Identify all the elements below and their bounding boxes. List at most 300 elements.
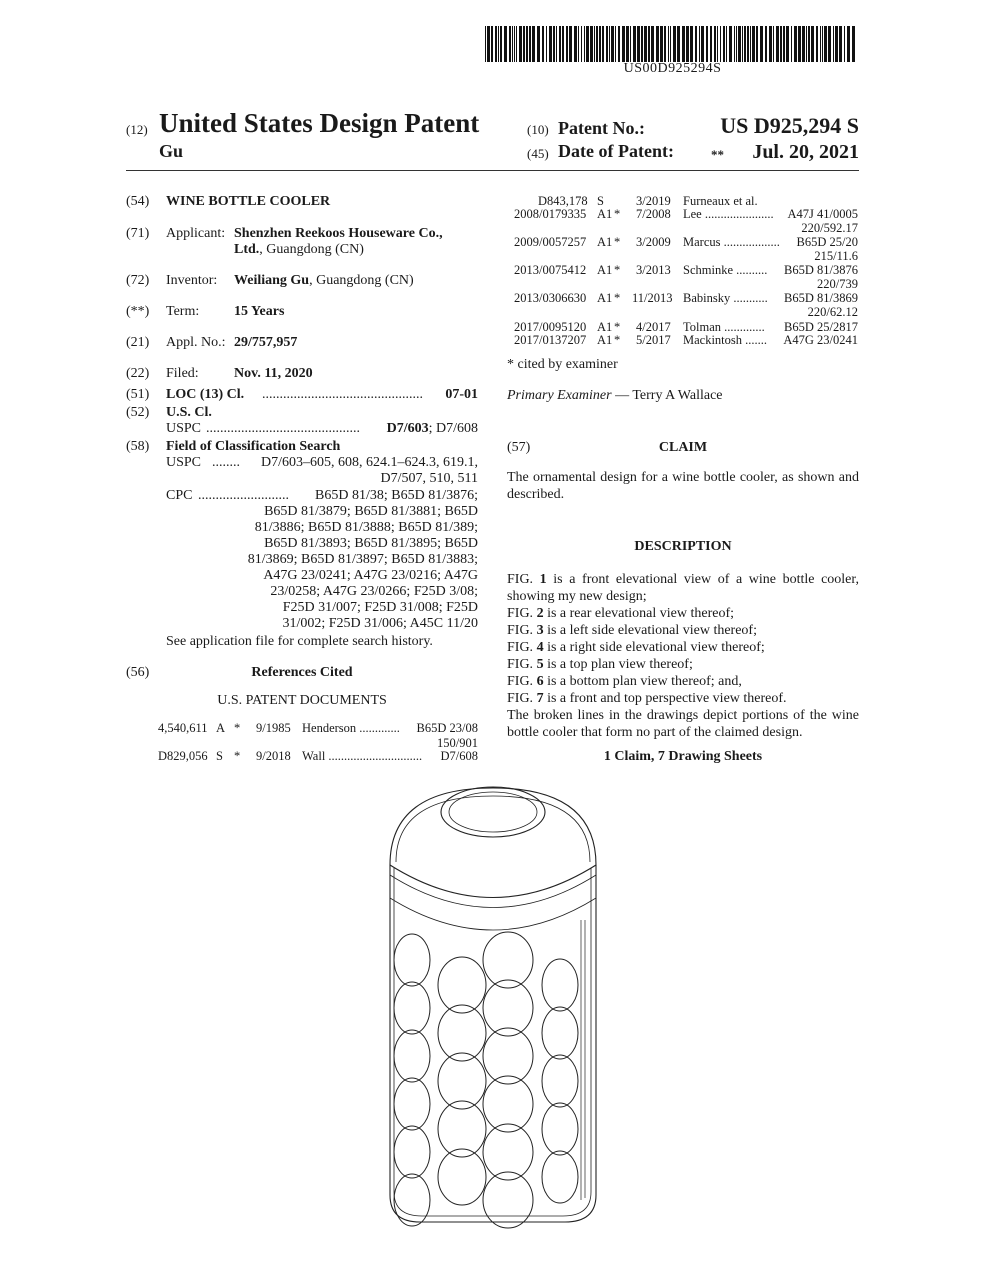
barcode-bar [586, 26, 589, 62]
fig-number: 5 [536, 657, 544, 672]
filed-value: Nov. 11, 2020 [234, 366, 313, 381]
dimple [394, 934, 430, 986]
reference-star: * [234, 749, 241, 763]
inventor-line [234, 272, 414, 289]
us-cl-label: U.S. Cl. [166, 405, 212, 420]
code-51: (51) [126, 387, 150, 402]
barcode-bar [750, 26, 751, 62]
reference-name [683, 333, 767, 347]
document-title: United States Design Patent [159, 108, 480, 138]
reference-kind: A [216, 721, 226, 735]
barcode [485, 26, 860, 62]
reference-name [683, 263, 767, 277]
code-45: (45) [527, 146, 549, 161]
primary-examiner [507, 387, 723, 404]
header-rule [126, 170, 859, 171]
reference-class: A47J 41/0005 [787, 207, 858, 221]
cpc-line4: B65D 81/3893; B65D 81/3895; B65D [264, 536, 478, 551]
date-marker: ** [711, 147, 724, 162]
barcode-bar [615, 26, 616, 62]
field-uspc-line1: D7/603–605, 608, 624.1–624.3, 619.1, [261, 455, 478, 470]
barcode-bar [651, 26, 654, 62]
barcode-bar [504, 26, 507, 62]
barcode-bar [844, 26, 845, 62]
figure-line [507, 622, 859, 639]
lid-seam-lower [390, 875, 596, 908]
reference-name-text: Marcus [683, 235, 721, 249]
cpc-line1: B65D 81/38; B65D 81/3876; [315, 488, 478, 503]
fig-text: is a front elevational view of a wine bottle cooler, showing my new design; [507, 572, 859, 604]
reference-class: B65D 81/3876 [784, 263, 858, 277]
loc-class-leader: .............................................. [262, 387, 423, 402]
reference-date: 9/1985 [256, 721, 291, 735]
barcode-bar [776, 26, 779, 62]
appl-no-label: Appl. No.: [166, 335, 226, 350]
barcode-bar [566, 26, 568, 62]
barcode-bar [752, 26, 755, 62]
patent-no-label: Patent No.: [558, 118, 645, 138]
barcode-bar [602, 26, 604, 62]
barcode-bar [852, 26, 855, 62]
fig-text: is a bottom plan view thereof; and, [543, 674, 742, 689]
reference-num: D843,178 [538, 194, 588, 208]
barcode-bar [578, 26, 579, 62]
code-10: (10) [527, 122, 549, 137]
barcode-bar [690, 26, 693, 62]
barcode-number: US00D925294S [623, 61, 722, 76]
barcode-bar [523, 26, 525, 62]
fig-text: is a rear elevational view thereof; [543, 606, 735, 621]
barcode-bar [537, 26, 540, 62]
barcode-bar [786, 26, 789, 62]
reference-name-text: Wall [302, 749, 326, 763]
inventor-label: Inventor: [166, 273, 218, 288]
barcode-bar [686, 26, 689, 62]
examiner-label: Primary Examiner [507, 388, 612, 403]
barcode-bar [808, 26, 810, 62]
barcode-bar [599, 26, 601, 62]
applicant-line2 [234, 241, 364, 258]
reference-class-secondary: 150/901 [437, 736, 478, 750]
reference-leader: ............. [359, 721, 400, 735]
see-application-note: See application file for complete search history. [166, 634, 433, 649]
barcode-bar [682, 26, 685, 62]
examiner-name: Terry A Wallace [632, 388, 723, 403]
examiner-separator: — [611, 388, 633, 403]
term-label: Term: [166, 304, 200, 319]
barcode-bar [717, 26, 718, 62]
cpc-line6: A47G 23/0241; A47G 23/0216; A47G [263, 568, 478, 583]
body-band [390, 898, 596, 930]
barcode-bar [633, 26, 636, 62]
barcode-bar [673, 26, 676, 62]
cooler-body-inner-outline [394, 868, 591, 1216]
barcode-bar [584, 26, 585, 62]
barcode-bar [641, 26, 643, 62]
reference-class: B65D 81/3869 [784, 291, 858, 305]
reference-name [683, 320, 765, 334]
fig-number: 3 [536, 623, 544, 638]
barcode-bar [498, 26, 499, 62]
code-22: (22) [126, 366, 150, 381]
barcode-bar [798, 26, 801, 62]
fig-text: is a top plan view thereof; [543, 657, 693, 672]
fig-number: 2 [536, 606, 544, 621]
reference-kind: A1 [597, 333, 613, 347]
barcode-bar [644, 26, 647, 62]
barcode-bar [630, 26, 631, 62]
field-uspc-line2: D7/507, 510, 511 [380, 471, 478, 486]
barcode-bar [824, 26, 827, 62]
barcode-bar [710, 26, 712, 62]
barcode-bar [738, 26, 741, 62]
dimple [542, 959, 578, 1011]
reference-leader: ....... [745, 333, 768, 347]
barcode-bar [765, 26, 767, 62]
fig-text: is a right side elevational view thereof; [543, 640, 765, 655]
code-21: (21) [126, 335, 150, 350]
fig-prefix: FIG. [507, 606, 537, 621]
reference-num: 2013/0306630 [514, 291, 587, 305]
cpc-line5: 81/3869; B65D 81/3897; B65D 81/3883; [247, 552, 478, 567]
fig-prefix: FIG. [507, 691, 537, 706]
dimple [394, 982, 430, 1034]
loc-class-label: LOC (13) Cl. [166, 387, 245, 402]
cooler-body-outline [390, 865, 596, 1222]
barcode-bar [695, 26, 697, 62]
reference-kind: A1 [597, 263, 613, 277]
reference-name [683, 291, 768, 305]
code-12: (12) [126, 122, 148, 137]
barcode-bar [611, 26, 614, 62]
field-uspc-label: USPC [166, 455, 202, 470]
barcode-bar [487, 26, 490, 62]
barcode-bar [747, 26, 749, 62]
reference-class: B65D 25/20 [796, 235, 858, 249]
inventor-short: Gu [159, 141, 184, 161]
fig-prefix: FIG. [507, 674, 537, 689]
barcode-bar [773, 26, 774, 62]
barcode-bar [542, 26, 544, 62]
fig-number: 1 [539, 572, 547, 587]
reference-date: 9/2018 [256, 749, 291, 763]
barcode-bar [701, 26, 704, 62]
barcode-bar [532, 26, 535, 62]
reference-star: * [614, 207, 621, 221]
dimple [394, 1174, 430, 1226]
inventor-location: , Guangdong (CN) [309, 273, 414, 288]
uspc-other-class: ; D7/608 [428, 421, 478, 436]
barcode-bar [723, 26, 725, 62]
references-cited-label: References Cited [251, 665, 353, 680]
cpc-line2: B65D 81/3879; B65D 81/3881; B65D [264, 504, 478, 519]
dimple [542, 1103, 578, 1155]
barcode-bar [802, 26, 805, 62]
cpc-line7: 23/0258; A47G 23/0266; F25D 3/08; [270, 584, 478, 599]
barcode-bar [509, 26, 511, 62]
barcode-bar [529, 26, 531, 62]
code-56: (56) [126, 665, 150, 680]
field-uspc-leader: ........ [212, 455, 240, 470]
barcode-bar [833, 26, 834, 62]
reference-name: Furneaux et al. [683, 194, 758, 208]
reference-star: * [614, 320, 621, 334]
barcode-bar [668, 26, 669, 62]
barcode-bar [835, 26, 838, 62]
barcode-bar [516, 26, 517, 62]
barcode-bar [549, 26, 552, 62]
claims-sheets: 1 Claim, 7 Drawing Sheets [603, 749, 763, 764]
barcode-bar [670, 26, 671, 62]
barcode-bar [720, 26, 721, 62]
barcode-bar [519, 26, 522, 62]
figure-descriptions [507, 571, 859, 741]
barcode-bar [847, 26, 850, 62]
lid-seam [390, 865, 596, 898]
fig-text: is a left side elevational view thereof; [543, 623, 757, 638]
fig-number: 7 [536, 691, 544, 706]
inventor-name: Weiliang Gu [234, 273, 310, 288]
barcode-bar [706, 26, 708, 62]
fig-prefix: FIG. [507, 623, 537, 638]
broken-lines-note: The broken lines in the drawings depict portions of the wine bottle cooler that form no part of the claimed design. [507, 708, 859, 740]
reference-name-text: Mackintosh [683, 333, 743, 347]
applicant-label: Applicant: [166, 226, 226, 241]
figure-line [507, 605, 859, 622]
reference-name-text: Tolman [683, 320, 722, 334]
barcode-bar [512, 26, 513, 62]
uspc-main-class: D7/603 [386, 421, 429, 436]
cited-by-examiner: * cited by examiner [507, 357, 618, 372]
reference-date: 11/2013 [632, 291, 673, 305]
dimple [542, 1007, 578, 1059]
reference-num: 2017/0137207 [514, 333, 587, 347]
barcode-bar [562, 26, 564, 62]
cooler-lid-inner-outline [396, 796, 590, 862]
barcode-bar [648, 26, 650, 62]
claim-heading: CLAIM [658, 440, 708, 455]
barcode-bar [495, 26, 497, 62]
code-term: (**) [126, 304, 150, 319]
loc-class-value: 07-01 [445, 387, 478, 402]
reference-class-secondary: 220/62.12 [807, 305, 858, 319]
reference-date: 5/2017 [636, 333, 671, 347]
barcode-bar [622, 26, 625, 62]
reference-kind: A1 [597, 291, 613, 305]
reference-leader: ............. [724, 320, 765, 334]
barcode-bar [791, 26, 792, 62]
wine-bottle-cooler-drawing [380, 780, 610, 1230]
barcode-bar [559, 26, 561, 62]
barcode-bar [609, 26, 610, 62]
reference-star: * [614, 291, 621, 305]
reference-num: 2009/0057257 [514, 235, 587, 249]
barcode-bar [822, 26, 823, 62]
barcode-bar [729, 26, 732, 62]
barcode-bar [744, 26, 746, 62]
barcode-bar [556, 26, 557, 62]
barcode-bar [783, 26, 785, 62]
reference-num: 2017/0095120 [514, 320, 587, 334]
barcode-bar [569, 26, 572, 62]
barcode-bar [780, 26, 782, 62]
reference-leader: .................. [723, 235, 780, 249]
patent-number: US D925,294 S [720, 113, 859, 138]
barcode-bar [734, 26, 735, 62]
fig-text: is a front and top perspective view thereof. [543, 691, 787, 706]
dimple [394, 1078, 430, 1130]
reference-star: * [614, 333, 621, 347]
reference-name-text: Lee [683, 207, 702, 221]
fig-number: 6 [536, 674, 544, 689]
reference-num: 2008/0179335 [514, 207, 587, 221]
code-58: (58) [126, 439, 150, 454]
uspc-label: USPC [166, 421, 202, 436]
reference-star: * [614, 235, 621, 249]
reference-num: 2013/0075412 [514, 263, 587, 277]
reference-name [683, 207, 774, 221]
reference-date: 3/2009 [636, 235, 671, 249]
fig-number: 4 [536, 640, 544, 655]
claim-text: The ornamental design for a wine bottle cooler, as shown and described. [507, 470, 859, 502]
reference-date: 4/2017 [636, 320, 671, 334]
code-72: (72) [126, 273, 150, 288]
reference-name [302, 721, 400, 735]
barcode-bar [664, 26, 666, 62]
barcode-bar [742, 26, 743, 62]
barcode-bar [526, 26, 528, 62]
code-71: (71) [126, 226, 150, 241]
reference-class: B65D 23/08 [416, 721, 478, 735]
reference-leader: .............................. [328, 749, 423, 763]
reference-class: B65D 25/2817 [784, 320, 858, 334]
barcode-bar [606, 26, 608, 62]
code-57: (57) [507, 440, 531, 455]
reference-class-secondary: 215/11.6 [814, 249, 858, 263]
dimple [394, 1030, 430, 1082]
figure-line [507, 656, 859, 673]
figure-line [507, 690, 859, 707]
barcode-bar [514, 26, 515, 62]
barcode-bar [839, 26, 842, 62]
cpc-leader: .......................... [198, 488, 289, 503]
opening-inner [449, 792, 537, 832]
barcode-bar [816, 26, 818, 62]
reference-class: A47G 23/0241 [783, 333, 858, 347]
barcode-bar [618, 26, 620, 62]
barcode-bar [491, 26, 493, 62]
reference-leader: ...................... [704, 207, 774, 221]
cpc-line8: F25D 31/007; F25D 31/008; F25D [282, 600, 478, 615]
figure-line [507, 673, 859, 690]
barcode-bar [714, 26, 716, 62]
reference-kind: S [597, 194, 604, 208]
barcode-bar [760, 26, 763, 62]
barcode-bar [726, 26, 727, 62]
barcode-bar [500, 26, 502, 62]
reference-kind: A1 [597, 320, 613, 334]
code-54: (54) [126, 194, 150, 209]
reference-name-text: Henderson [302, 721, 357, 735]
reference-name-text: Babinsky [683, 291, 731, 305]
reference-class-secondary: 220/739 [817, 277, 858, 291]
applicant-name-line2: Ltd. [234, 242, 260, 257]
reference-name-text: Schminke [683, 263, 733, 277]
fig-prefix: FIG. [507, 572, 540, 587]
figure-line [507, 571, 859, 605]
barcode-bar [626, 26, 629, 62]
cpc-line3: 81/3886; B65D 81/3888; B65D 81/389; [254, 520, 478, 535]
reference-class: D7/608 [440, 749, 478, 763]
term-value: 15 Years [234, 304, 285, 319]
barcode-bar [546, 26, 547, 62]
reference-kind: A1 [597, 207, 613, 221]
reference-date: 7/2008 [636, 207, 671, 221]
barcode-bar [677, 26, 680, 62]
reference-num: 4,540,611 [158, 721, 208, 735]
cooler-lid-outline [390, 788, 596, 865]
dimple [542, 1151, 578, 1203]
applicant-name-line1: Shenzhen Reekoos Houseware Co., [234, 226, 443, 241]
reference-num: D829,056 [158, 749, 208, 763]
patent-date: Jul. 20, 2021 [752, 141, 859, 163]
reference-kind: A1 [597, 235, 613, 249]
barcode-bar [756, 26, 758, 62]
barcode-bar [820, 26, 821, 62]
code-52: (52) [126, 405, 150, 420]
barcode-bar [553, 26, 555, 62]
barcode-bar [574, 26, 577, 62]
us-patent-documents-label: U.S. PATENT DOCUMENTS [217, 693, 387, 708]
reference-date: 3/2013 [636, 263, 671, 277]
reference-date: 3/2019 [636, 194, 671, 208]
invention-title: WINE BOTTLE COOLER [166, 194, 331, 209]
filed-label: Filed: [166, 366, 199, 381]
description-heading: DESCRIPTION [634, 539, 732, 554]
uspc-leader: ............................................ [206, 421, 360, 436]
reference-kind: S [216, 749, 223, 763]
uspc-value [370, 420, 478, 437]
reference-leader: .......... [736, 263, 768, 277]
reference-class-secondary: 220/592.17 [801, 221, 858, 235]
barcode-bar [828, 26, 831, 62]
dimple [394, 1126, 430, 1178]
barcode-bar [794, 26, 797, 62]
reference-star: * [234, 721, 241, 735]
barcode-bar [736, 26, 737, 62]
barcode-bar [581, 26, 582, 62]
barcode-bar [594, 26, 595, 62]
barcode-bar [485, 26, 486, 62]
barcode-bar [637, 26, 640, 62]
fig-prefix: FIG. [507, 657, 537, 672]
barcode-bar [699, 26, 700, 62]
field-search-label: Field of Classification Search [166, 439, 341, 454]
barcode-bar [806, 26, 807, 62]
opening-outer [441, 787, 545, 837]
reference-leader: ........... [733, 291, 768, 305]
fig-prefix: FIG. [507, 640, 537, 655]
appl-no-value: 29/757,957 [234, 335, 298, 350]
barcode-bar [596, 26, 598, 62]
applicant-location: , Guangdong (CN) [259, 242, 364, 257]
barcode-bar [656, 26, 659, 62]
barcode-bar [811, 26, 814, 62]
barcode-bar [769, 26, 772, 62]
cpc-label: CPC [166, 488, 193, 503]
barcode-bar [590, 26, 593, 62]
dimple [542, 1055, 578, 1107]
